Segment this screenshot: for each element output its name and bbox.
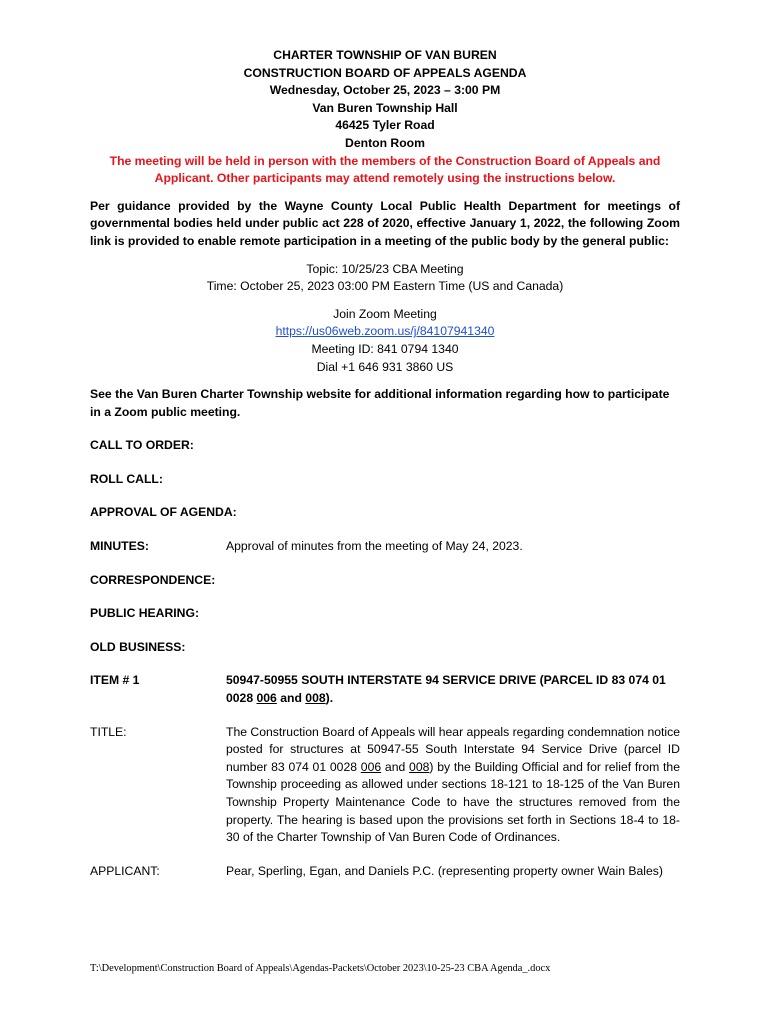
title-parcel-006: 006: [360, 759, 382, 774]
zoom-topic: Topic: 10/25/23 CBA Meeting: [306, 261, 464, 276]
township-name: CHARTER TOWNSHIP OF VAN BUREN: [273, 48, 497, 62]
item-1-label: ITEM # 1: [90, 673, 140, 688]
zoom-link[interactable]: https://us06web.zoom.us/j/84107941340: [275, 324, 495, 339]
agenda-header: [90, 47, 680, 153]
title-text-start: The Construction Board of Appeals will hear appeals regarding condemnation notice posted for structures at 50947-55 South Interstate 94 Service Drive (parcel ID number 83 074 01 0028: [226, 724, 680, 774]
meeting-venue: Van Buren Township Hall: [312, 100, 458, 115]
item-1-address-end: ).: [325, 691, 334, 706]
applicant-label: APPLICANT:: [90, 863, 160, 878]
agenda-page: [90, 47, 680, 880]
title-text-end: ) by the Building Official and for relief from the Township proceeding as allowed under sections 18-121 to 18-125 of the Van Buren Township Property Maintenance Code to have the structures removed from the property. The hearing is based upon the provisions set forth in Sections 18-4 to 18-30 of the Charter Township of Van Buren Code of Ordinances.: [226, 759, 680, 845]
minutes-label: MINUTES:: [90, 539, 149, 554]
applicant-row: [90, 863, 680, 881]
website-note: See the Van Buren Charter Township website for additional information regarding how to participate in a Zoom public meeting.: [90, 387, 670, 419]
title-label: TITLE:: [90, 724, 127, 739]
zoom-join-label: Join Zoom Meeting: [333, 306, 437, 321]
meeting-notice: The meeting will be held in person with the members of the Construction Board of Appeals and Applicant. Other participants may attend remotely using the instructions below.: [109, 153, 661, 186]
item-1-and: and: [276, 691, 306, 706]
correspondence: CORRESPONDENCE:: [90, 572, 216, 587]
parcel-006: 006: [256, 691, 277, 706]
zoom-meeting-id: Meeting ID: 841 0794 1340: [311, 341, 459, 356]
item-1-address: [226, 672, 680, 707]
title-text: [226, 724, 680, 847]
meeting-room: Denton Room: [345, 135, 425, 150]
minutes-text: Approval of minutes from the meeting of May 24, 2023.: [226, 539, 523, 554]
parcel-008: 008: [305, 691, 326, 706]
file-path-footer: T:\Development\Construction Board of Appeals\Agendas-Packets\October 2023\10-25-23 CBA Agenda_.docx: [90, 963, 551, 974]
title-parcel-008: 008: [409, 759, 430, 774]
approval-of-agenda: APPROVAL OF AGENDA:: [90, 505, 237, 520]
call-to-order: CALL TO ORDER:: [90, 438, 194, 453]
item-1-address-text: 50947-50955 SOUTH INTERSTATE 94 SERVICE DRIVE (PARCEL ID 83 074 01 0028: [226, 673, 666, 706]
item-1-row: [90, 672, 680, 707]
minutes-row: [90, 538, 680, 556]
zoom-time: Time: October 25, 2023 03:00 PM Eastern Time (US and Canada): [206, 279, 564, 294]
public-hearing: PUBLIC HEARING:: [90, 606, 200, 621]
zoom-dial: Dial +1 646 931 3860 US: [316, 359, 454, 374]
old-business: OLD BUSINESS:: [90, 639, 186, 654]
title-row: [90, 724, 680, 847]
guidance-paragraph: Per guidance provided by the Wayne County Local Public Health Department for meetings of governmental bodies held under public act 228 of 2020, effective January 1, 2022, the following Zoom link is provided to enable remote participation in a meeting of the public body by the general public:: [90, 198, 680, 248]
meeting-date: Wednesday, October 25, 2023 – 3:00 PM: [269, 83, 501, 98]
roll-call: ROLL CALL:: [90, 471, 163, 486]
agenda-title: CONSTRUCTION BOARD OF APPEALS AGENDA: [243, 65, 527, 80]
zoom-details: [90, 261, 680, 377]
title-and: and: [381, 759, 410, 774]
meeting-address: 46425 Tyler Road: [335, 118, 435, 133]
applicant-text: Pear, Sperling, Egan, and Daniels P.C. (representing property owner Wain Bales): [226, 863, 663, 878]
